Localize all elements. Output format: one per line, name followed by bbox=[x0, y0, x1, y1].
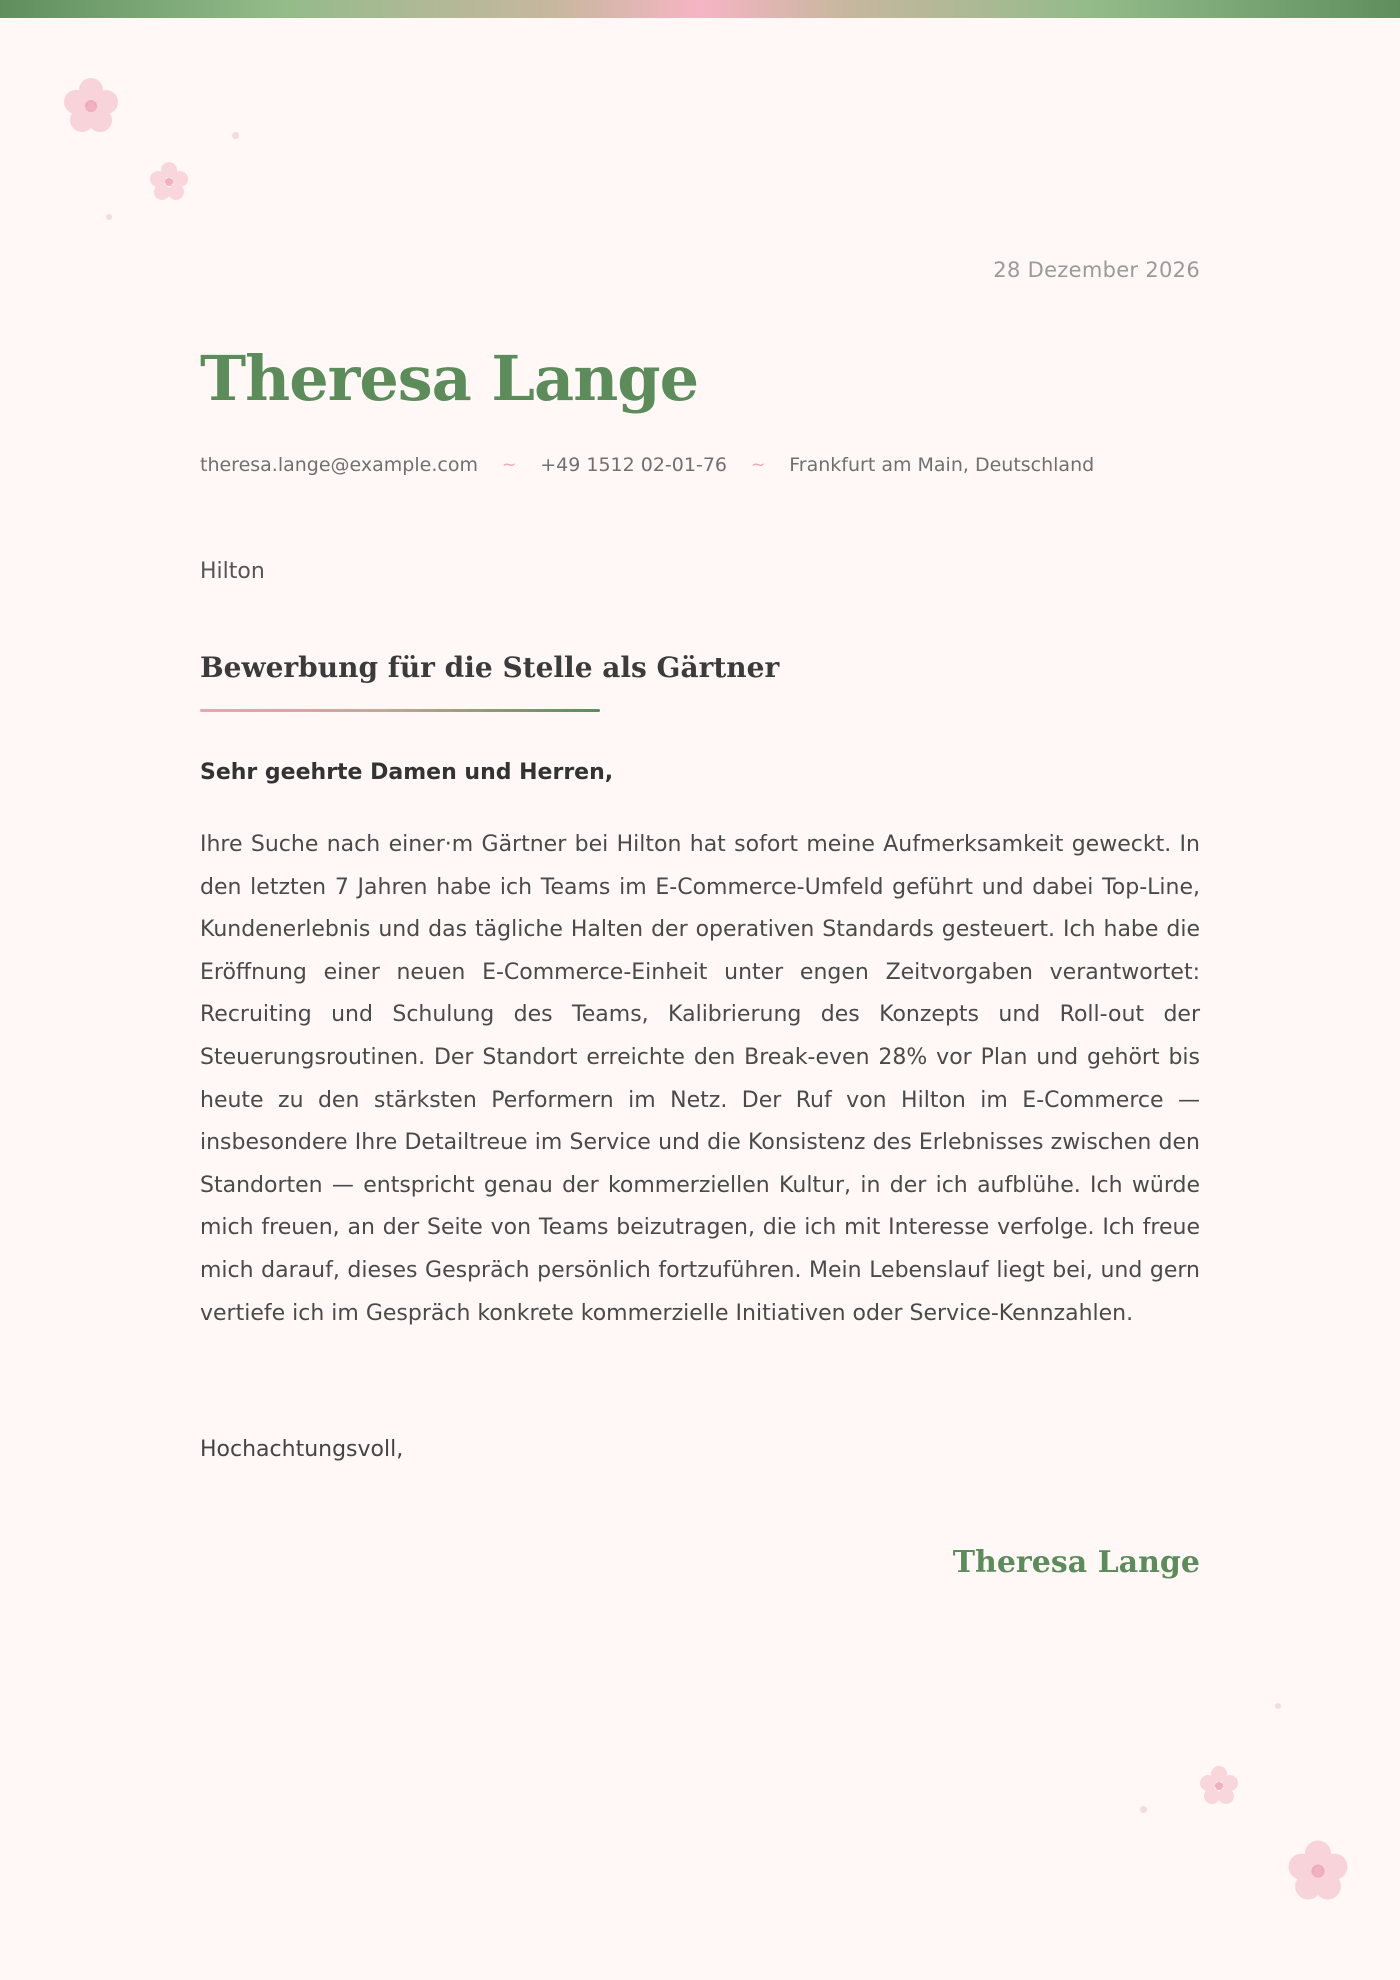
decorative-dot bbox=[106, 214, 112, 220]
blossom-icon bbox=[1282, 1834, 1354, 1906]
subject-underline bbox=[200, 709, 600, 712]
top-gradient-bar bbox=[0, 0, 1400, 18]
decorative-dot bbox=[1275, 1703, 1281, 1709]
decorative-dot bbox=[232, 132, 239, 139]
signature-name: Theresa Lange bbox=[952, 1545, 1200, 1580]
blossom-icon bbox=[1196, 1762, 1242, 1808]
sender-name: Theresa Lange bbox=[200, 342, 699, 415]
letter-body: Ihre Suche nach einer·m Gärtner bei Hilton hat sofort meine Aufmerksamkeit geweckt. In den letzten 7 Jahren habe ich Teams im E-Commerce-Umfeld geführt und dabei Top-Line, Kundenerlebnis und das tägliche Halten der operativen Standards gesteuert. Ich habe die Eröffnung einer neuen E-Commerce-Einheit unter engen Zeitvorgaben verantwortet: Recruiting und Schulung des Teams, Kalibrierung des Konzepts und Roll-out der Steuerungsroutinen. Der Standort erreichte den Break-even 28% vor Plan und gehört bis heute zu den stärksten Performern im Netz. Der Ruf von Hilton im E-Commerce — insbesondere Ihre Detailtreue im Service und die Konsistenz des Erlebnisses zwischen den Standorten — entspricht genau der kommerziellen Kultur, in der ich aufblühe. Ich würde mich freuen, an der Seite von Teams beizutragen, die ich mit Interesse verfolge. Ich freue mich darauf, dieses Gespräch persönlich fortzuführen. Mein Lebenslauf liegt bei, und gern vertiefe ich im Gespräch konkrete kommerzielle Initiativen oder Service-Kennzahlen. bbox=[200, 832, 1200, 1326]
blossom-icon bbox=[146, 158, 192, 204]
email-address: theresa.lange@example.com bbox=[200, 454, 478, 476]
closing-phrase: Hochachtungsvoll, bbox=[200, 1437, 404, 1462]
separator-tilde: ~ bbox=[751, 455, 766, 475]
contact-line bbox=[200, 454, 1094, 476]
phone-number: +49 1512 02-01-76 bbox=[540, 454, 727, 476]
blossom-icon bbox=[58, 72, 124, 138]
subject-heading: Bewerbung für die Stelle als Gärtner bbox=[200, 651, 780, 684]
recipient-company: Hilton bbox=[200, 559, 265, 584]
letter-date: 28 Dezember 2026 bbox=[993, 258, 1200, 282]
separator-tilde: ~ bbox=[501, 455, 517, 475]
salutation: Sehr geehrte Damen und Herren, bbox=[200, 760, 614, 785]
location: Frankfurt am Main, Deutschland bbox=[789, 454, 1095, 476]
decorative-dot bbox=[1140, 1806, 1147, 1813]
